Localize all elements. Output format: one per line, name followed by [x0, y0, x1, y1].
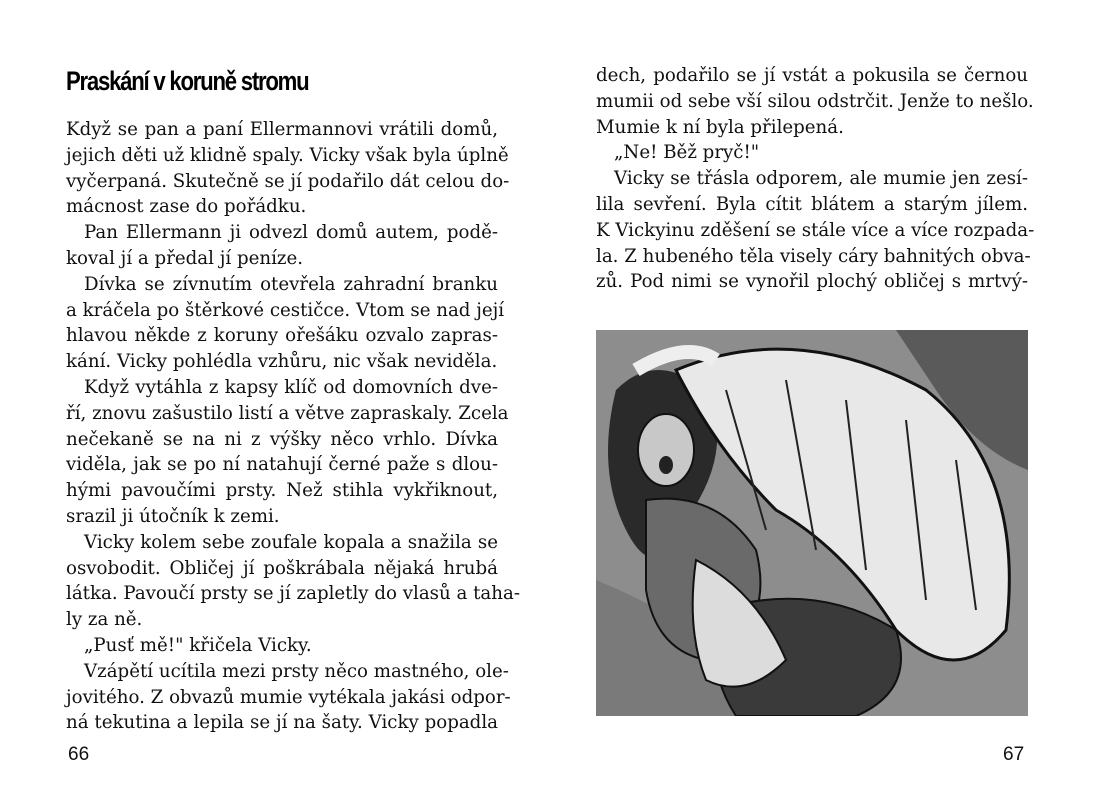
text-line: ná tekutina a lepila se jí na šaty. Vicky popadla [66, 712, 498, 734]
right-text-column [596, 63, 1035, 295]
text-line: „Pusť mě!" křičela Vicky. [84, 634, 312, 656]
text-line: jovitého. Z obvazů mumie vytékala jakási odpor- [66, 686, 511, 708]
text-line: Dívka se zívnutím otevřela zahradní branku [84, 273, 498, 295]
text-line: Když se pan a paní Ellermannovi vrátili domů, [66, 119, 498, 140]
text-line: ly za ně. [66, 609, 143, 631]
text-line: hými pavoučími prsty. Než stihla vykřiknout, [66, 480, 498, 502]
text-line: hlavou někde z koruny ořešáku ozvalo zapras- [66, 325, 498, 347]
text-line: Pan Ellermann ji odvezl domů autem, podě- [84, 222, 498, 244]
text-line: „Ne! Běž pryč!" [614, 142, 760, 164]
text-line: viděla, jak se po ní natahují černé paže s dlou- [66, 454, 498, 476]
text-line: mácnost zase do pořádku. [66, 196, 307, 218]
text-line: srazil ji útočník k zemi. [66, 505, 280, 527]
text-line: K Vickyinu zděšení se stále více a více rozpada- [596, 219, 1035, 241]
text-line: Když vytáhla z kapsy klíč od domovních dve- [84, 376, 498, 398]
mummy-attack-illustration [596, 330, 1028, 716]
text-line: jejich děti už klidně spaly. Vicky však byla úplně [66, 144, 509, 166]
chapter-title: Praskání v koruně stromu [66, 66, 309, 96]
text-line: koval jí a předal jí peníze. [66, 247, 304, 269]
text-line: látka. Pavoučí prsty se jí zapletly do vlasů a taha- [66, 583, 520, 605]
text-line: nečekaně se na ni z výšky něco vrhlo. Dívka [66, 428, 498, 450]
left-text-column [66, 117, 520, 736]
text-line: osvobodit. Obličej jí poškrábala nějaká hrubá [66, 557, 498, 579]
page-number: 67 [1003, 744, 1025, 765]
text-line: zů. Pod nimi se vynořil plochý obličej s mrtvý- [596, 271, 1028, 293]
page-number: 66 [68, 744, 90, 765]
text-line: la. Z hubeného těla visely cáry bahnitých obva- [596, 245, 1031, 267]
text-line: mumii od sebe vší silou odstrčit. Jenže to nešlo. [596, 90, 1034, 112]
right-page [547, 0, 1094, 800]
text-line: ří, znovu zašustilo listí a větve zapraskaly. Zcela [66, 402, 509, 424]
text-line: vyčerpaná. Skutečně se jí podařilo dát celou do- [66, 170, 510, 192]
text-line: Vzápětí ucítila mezi prsty něco mastného, ole- [84, 660, 509, 682]
text-line: lila sevření. Byla cítit blátem a starým jílem. [596, 193, 1028, 215]
text-line: Vicky se třásla odporem, ale mumie jen zesí- [614, 168, 1028, 190]
text-line: kání. Vicky pohlédla vzhůru, nic však neviděla. [66, 351, 498, 373]
text-line: a kráčela po štěrkové cestičce. Vtom se nad její [66, 299, 505, 321]
text-line: Vicky kolem sebe zoufale kopala a snažila se [84, 531, 498, 553]
text-line: dech, podařilo se jí vstát a pokusila se černou [596, 65, 1028, 86]
text-line: Mumie k ní byla přilepená. [596, 116, 844, 138]
